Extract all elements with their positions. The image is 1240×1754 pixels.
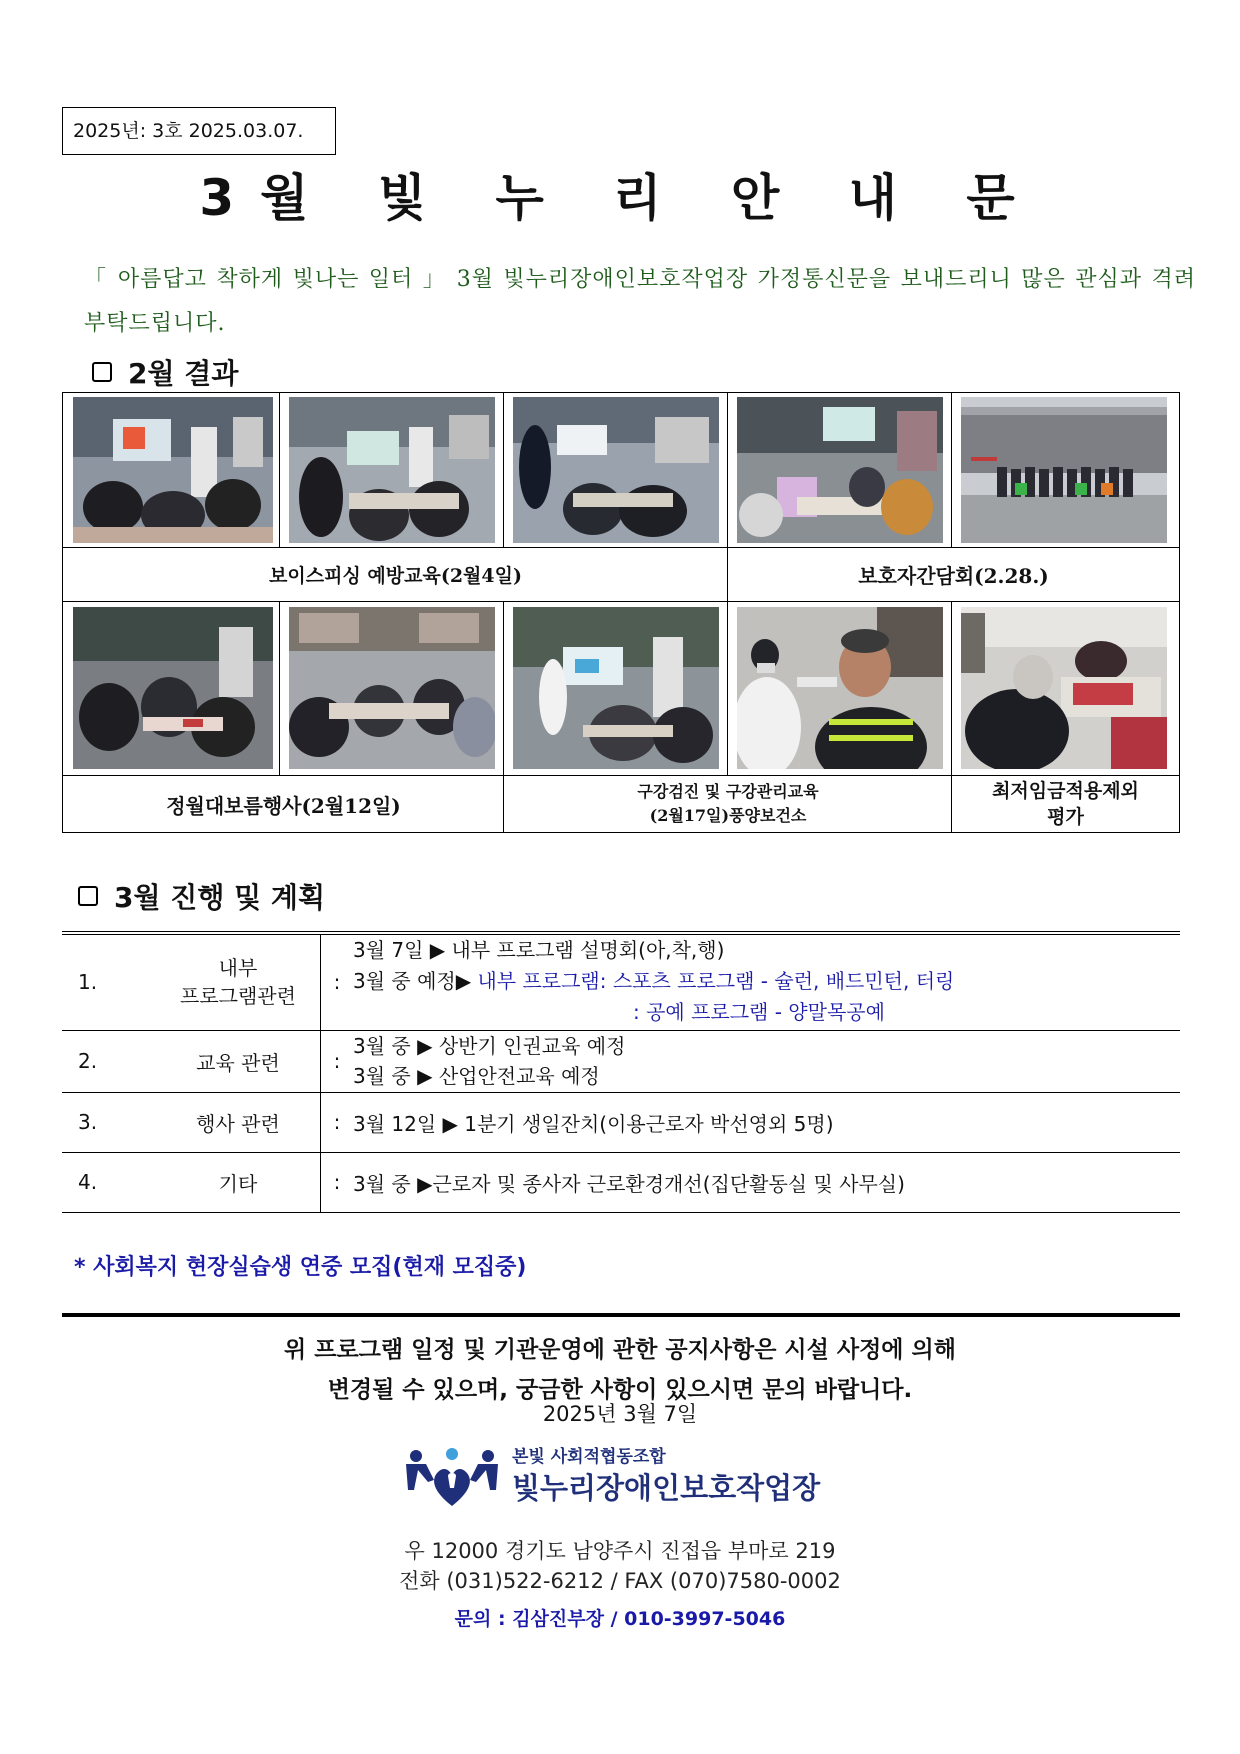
- caption-oral-checkup: [504, 776, 952, 832]
- footer-divider: [62, 1313, 1180, 1317]
- section-plan-title: 3월 진행 및 계획: [114, 881, 326, 914]
- photo-voice-phishing-2: [289, 397, 495, 543]
- photo-daeboreum-2: [289, 607, 495, 769]
- plan-row-detail-line1: 3월 중 ▶ 상반기 인권교육 예정: [353, 1034, 626, 1058]
- recruit-notice: * 사회복지 현장실습생 연중 모집(현재 모집중): [74, 1255, 527, 1280]
- photo-oral-checkup-1: [513, 607, 719, 769]
- plan-row-colon: :: [321, 1030, 354, 1092]
- section-results-title: 2월 결과: [128, 357, 239, 390]
- photo-voice-phishing-1: [73, 397, 273, 543]
- photo-guardian-meeting-1: [737, 397, 943, 543]
- plan-row-category-line1: 내부: [218, 955, 258, 980]
- issue-date: 2025년 3월 7일: [542, 1402, 698, 1426]
- org-parent-name: 본빛 사회적협동조합: [512, 1447, 666, 1467]
- caption-guardian-meeting: 보호자간담회(2.28.): [858, 564, 1049, 588]
- plan-row-3: [62, 1092, 1180, 1152]
- checkbox-icon: [92, 362, 112, 382]
- plan-row-detail: 3월 중 ▶근로자 및 종사자 근로환경개선(집단활동실 및 사무실): [353, 1152, 1180, 1212]
- caption-voice-phishing: 보이스피싱 예방교육(2월4일): [269, 565, 522, 587]
- org-address: 우 12000 경기도 남양주시 진접읍 부마로 219: [404, 1539, 836, 1563]
- photo-grid: [62, 392, 1180, 833]
- caption-oral-checkup-line2: (2월17일)풍양보건소: [649, 806, 807, 825]
- plan-row-num: 1.: [62, 934, 156, 1030]
- photo-voice-phishing-3: [513, 397, 719, 543]
- photo-oral-checkup-2: [737, 607, 943, 769]
- plan-row-detail: [353, 934, 1180, 1030]
- contact-info: 문의 : 김삼진부장 / 010-3997-5046: [454, 1608, 786, 1630]
- plan-row-category-line2: 프로그램관련: [180, 983, 296, 1008]
- caption-daeboreum: 정월대보름행사(2월12일): [166, 793, 401, 818]
- page-title: 3월 빛 누 리 안 내 문: [199, 169, 1041, 227]
- plan-row-num: 3.: [62, 1092, 156, 1152]
- plan-row-1: [62, 934, 1180, 1030]
- caption-min-wage-line2: 평가: [1047, 806, 1084, 828]
- plan-row-detail-line2-programs: 내부 프로그램: 스포츠 프로그램 - 슐런, 배드민턴, 터링: [471, 969, 955, 994]
- plan-row-detail-line1: 3월 7일 ▶ 내부 프로그램 설명회(아,착,행): [353, 938, 725, 963]
- intro-text: 「 아름답고 착하게 빛나는 일터 」 3월 빛누리장애인보호작업장 가정통신문을 보내드리니 많은 관심과 격려 부탁드립니다.: [84, 267, 1196, 336]
- photo-min-wage-eval: [961, 607, 1167, 769]
- plan-row-detail: [353, 1030, 1180, 1092]
- plan-row-category: 행사 관련: [156, 1092, 321, 1152]
- plan-row-num: 4.: [62, 1152, 156, 1212]
- caption-min-wage: [952, 776, 1179, 832]
- caption-oral-checkup-line1: 구강검진 및 구강관리교육: [637, 782, 819, 801]
- checkbox-icon: [78, 886, 98, 906]
- plan-row-category: 교육 관련: [156, 1030, 321, 1092]
- section-plan-heading: [78, 876, 325, 916]
- photo-guardian-meeting-2: [961, 397, 1167, 543]
- plan-row-colon: :: [321, 1152, 354, 1212]
- org-phone: 전화 (031)522-6212 / FAX (070)7580-0002: [399, 1569, 841, 1593]
- plan-table: [62, 934, 1180, 1213]
- plan-row-detail: 3월 12일 ▶ 1분기 생일잔치(이용근로자 박선영외 5명): [353, 1092, 1180, 1152]
- change-notice-line2: 변경될 수 있으며, 궁금한 사항이 있으시면 문의 바랍니다.: [327, 1377, 913, 1403]
- plan-row-category: 기타: [156, 1152, 321, 1212]
- change-notice-line1: 위 프로그램 일정 및 기관운영에 관한 공지사항은 시설 사정에 의해: [284, 1337, 956, 1363]
- plan-row-detail-line3: : 공예 프로그램 - 양말목공예: [633, 1000, 885, 1025]
- caption-min-wage-line1: 최저임금적용제외: [992, 780, 1139, 802]
- plan-row-detail-line2: [353, 966, 1180, 997]
- plan-row-4: [62, 1152, 1180, 1212]
- plan-row-detail-line2: 3월 중 ▶ 산업안전교육 예정: [353, 1064, 600, 1088]
- issue-number: 2025년: 3호 2025.03.07.: [62, 107, 336, 155]
- plan-row-num: 2.: [62, 1030, 156, 1092]
- plan-row-colon: :: [321, 934, 354, 1030]
- plan-row-colon: :: [321, 1092, 354, 1152]
- plan-row-category: [156, 934, 321, 1030]
- plan-row-2: [62, 1030, 1180, 1092]
- photo-daeboreum-1: [73, 607, 273, 769]
- org-name: 빛누리장애인보호작업장: [512, 1471, 821, 1505]
- org-address-block: [0, 1536, 1240, 1596]
- organization-logo-icon: [404, 1446, 500, 1508]
- plan-row-detail-line2-prefix: 3월 중 예정▶: [353, 969, 472, 994]
- section-results-heading: [92, 352, 238, 392]
